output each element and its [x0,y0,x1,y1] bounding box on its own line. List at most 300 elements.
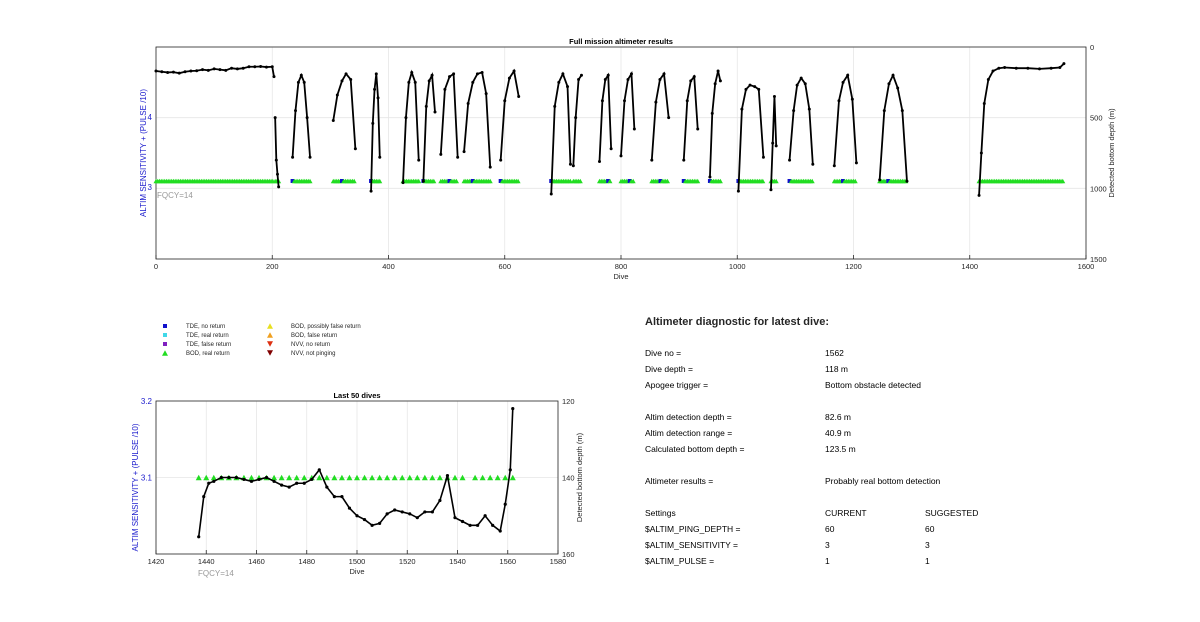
diag-label: Altim detection range = [645,428,733,438]
bottom-depth-line [551,74,570,194]
bottom-depth-point [189,70,192,73]
x-axis-label: Dive [349,567,365,576]
diag-label: Apogee trigger = [645,380,709,390]
x-tick-label: 1540 [449,557,466,566]
x-tick-label: 400 [382,262,395,271]
bottom-depth-line [501,71,519,160]
x-tick-label: 1440 [197,557,215,566]
bottom-depth-point [370,524,373,527]
bottom-depth-point [348,507,351,510]
bottom-depth-point [744,88,747,91]
legend-label: TDE, no return [186,324,226,330]
bottom-depth-point [476,72,479,75]
bottom-depth-point [485,92,488,95]
chart-title: Full mission altimeter results [569,37,673,46]
bottom-depth-point [178,72,181,75]
bottom-depth-point [291,156,294,159]
bottom-depth-point [610,147,613,150]
bottom-depth-point [740,108,743,111]
bottom-depth-point [408,512,411,515]
bottom-depth-point [650,159,653,162]
bottom-depth-point [184,70,187,73]
bottom-depth-point [476,524,479,527]
x-tick-label: 1500 [348,557,366,566]
bottom-depth-point [792,109,795,112]
setting-suggested: 60 [925,524,935,534]
bottom-depth-point [983,102,986,105]
bottom-depth-point [811,163,814,166]
bottom-depth-point [452,72,455,75]
bottom-depth-point [1062,62,1065,65]
bottom-depth-point [250,480,253,483]
bottom-depth-point [431,74,434,77]
bottom-depth-point [197,535,200,538]
bottom-depth-point [336,94,339,97]
setting-name: $ALTIM_PING_DEPTH = [645,524,741,534]
legend-marker-triangle [267,350,273,355]
bottom-depth-point [471,81,474,84]
settings-header-suggested: SUGGESTED [925,508,979,518]
diagnostic-title: Altimeter diagnostic for latest dive: [645,316,829,328]
bottom-depth-point [378,156,381,159]
bottom-depth-point [1038,67,1041,70]
bottom-depth-point [370,190,373,193]
legend-label: TDE, real return [186,333,229,339]
left-y-axis-label: ALTIM SENSITIVITY + (PULSE /10) [131,423,140,552]
bottom-depth-point [503,99,506,102]
bottom-depth-point [373,88,376,91]
bottom-depth-point [788,159,791,162]
bottom-depth-point [509,468,512,471]
diag-label: Calculated bottom depth = [645,444,745,454]
bottom-depth-point [463,150,466,153]
x-tick-label: 1480 [298,557,316,566]
bottom-depth-line [599,75,611,161]
diag-value: 82.6 m [825,412,851,422]
bottom-depth-point [212,480,215,483]
bottom-depth-point [980,152,983,155]
x-tick-label: 0 [153,262,159,271]
bottom-depth-point [550,192,553,195]
diag-value: Probably real bottom detection [825,476,941,486]
bottom-depth-point [448,75,451,78]
legend-label: BOD, real return [186,351,230,357]
bottom-depth-point [341,79,344,82]
bottom-depth-point [218,68,221,71]
bottom-depth-line [423,75,435,181]
legend-label: NVV, not pinging [291,351,336,357]
bottom-depth-point [569,163,572,166]
x-tick-label: 1200 [845,262,862,271]
bottom-depth-point [207,482,210,485]
bottom-depth-point [340,495,343,498]
right-y-tick-label: 120 [562,397,575,406]
bottom-depth-point [773,95,776,98]
bottom-depth-point [1050,67,1053,70]
bottom-depth-point [887,82,890,85]
setting-current: 60 [825,524,835,534]
bottom-depth-point [310,478,313,481]
bottom-depth-point [416,516,419,519]
bottom-depth-point [230,67,233,70]
bottom-depth-line [710,71,720,177]
bottom-depth-point [439,153,442,156]
bottom-depth-point [354,147,357,150]
x-tick-label: 1520 [398,557,416,566]
bottom-depth-point [227,476,230,479]
bottom-depth-line [834,75,856,165]
bottom-depth-line [333,74,355,149]
bottom-depth-point [294,109,297,112]
bottom-depth-point [1015,67,1018,70]
setting-current: 1 [825,556,830,566]
bottom-depth-point [404,116,407,119]
bottom-depth-point [377,96,380,99]
bottom-depth-line [573,75,581,165]
fqcy-annotation: FQCY=14 [198,569,234,578]
bottom-depth-point [693,75,696,78]
bottom-depth-point [309,156,312,159]
right-y-tick-label: 140 [562,473,575,483]
bottom-depth-point [978,194,981,197]
bottom-depth-point [511,407,514,410]
bottom-depth-point [349,78,352,81]
legend-marker-triangle [267,341,273,346]
bottom-depth-point [682,159,685,162]
bottom-depth-point [855,161,858,164]
right-y-tick-label: 1500 [1090,255,1107,264]
bottom-depth-point [235,476,238,479]
bottom-depth-point [686,99,689,102]
bottom-depth-point [992,70,995,73]
bottom-depth-point [1058,66,1061,69]
diag-value: 1562 [825,348,844,358]
legend-label: NVV, no return [291,342,331,348]
bottom-depth-point [355,514,358,517]
left-y-tick-label: 3 [147,183,152,192]
bottom-depth-point [484,514,487,517]
bottom-depth-point [453,516,456,519]
bottom-depth-point [410,71,413,74]
diag-value: 40.9 m [825,428,851,438]
legend-label: BOD, false return [291,333,338,339]
bottom-depth-point [201,68,204,71]
bottom-depth-point [425,105,428,108]
bottom-depth-point [987,78,990,81]
bottom-depth-point [604,78,607,81]
setting-suggested: 1 [925,556,930,566]
right-y-tick-label: 500 [1090,113,1103,123]
bottom-depth-line [684,77,698,160]
bottom-depth-point [667,116,670,119]
chart-title: Last 50 dives [333,391,381,400]
setting-name: $ALTIM_SENSITIVITY = [645,540,738,550]
bottom-depth-point [303,81,306,84]
bottom-depth-point [202,495,205,498]
bottom-depth-point [851,98,854,101]
bottom-depth-point [248,65,251,68]
bottom-depth-point [566,85,569,88]
bottom-depth-point [878,178,881,181]
bottom-depth-point [271,65,274,68]
bottom-depth-line [880,75,907,181]
bottom-depth-point [769,188,772,191]
bottom-depth-point [295,482,298,485]
bottom-depth-point [378,522,381,525]
bottom-depth-line [464,72,490,167]
bottom-depth-point [623,99,626,102]
bottom-depth-point [393,508,396,511]
bottom-depth-point [808,108,811,111]
bottom-depth-point [446,474,449,477]
bottom-depth-point [504,503,507,506]
bottom-depth-point [1003,66,1006,69]
bottom-depth-point [345,72,348,75]
bottom-depth-point [166,71,169,74]
bottom-depth-point [220,476,223,479]
bottom-depth-point [207,69,210,72]
bottom-depth-point [160,70,163,73]
bottom-depth-point [689,79,692,82]
bottom-depth-point [265,476,268,479]
bottom-depth-point [274,116,277,119]
bottom-depth-line [621,74,634,156]
legend-label: BOD, possibly false return [291,324,361,330]
bottom-depth-point [654,101,657,104]
bottom-depth-point [846,74,849,77]
bottom-depth-point [633,127,636,130]
bottom-depth-point [402,181,405,184]
left-y-tick-label: 4 [147,113,152,122]
x-tick-label: 1580 [549,557,567,566]
bottom-depth-line [275,118,278,187]
bottom-depth-point [892,74,895,77]
bottom-depth-point [757,88,760,91]
bottom-depth-point [833,164,836,167]
bottom-depth-point [443,88,446,91]
bottom-depth-point [272,480,275,483]
diag-label: Dive depth = [645,364,693,374]
bottom-depth-point [837,99,840,102]
bottom-depth-point [491,524,494,527]
bottom-depth-point [696,127,699,130]
bottom-depth-point [626,78,629,81]
bottom-depth-point [896,86,899,89]
diag-label: Dive no = [645,348,682,358]
bottom-depth-point [386,512,389,515]
bottom-depth-point [800,77,803,80]
bottom-depth-point [242,67,245,70]
bottom-depth-point [753,85,756,88]
bottom-depth-line [979,64,1064,196]
legend-marker-square [163,324,167,328]
bottom-depth-point [224,69,227,72]
legend-marker-triangle [267,323,273,328]
bottom-depth-point [257,478,260,481]
bottom-depth-point [553,105,556,108]
bottom-depth-point [242,478,245,481]
right-y-axis-label: Detected bottom depth (m) [1107,108,1116,198]
bottom-depth-line [199,409,513,537]
bottom-depth-line [738,85,763,191]
bottom-depth-point [708,176,711,179]
bottom-depth-point [297,81,300,84]
bottom-depth-point [277,185,280,188]
legend-marker-triangle [162,350,168,355]
legend-label: TDE, false return [186,342,232,348]
bottom-depth-point [719,79,722,82]
x-axis-label: Dive [613,272,629,281]
settings-header-label: Settings [645,508,676,518]
bottom-depth-point [517,95,520,98]
setting-current: 3 [825,540,830,550]
diag-value: 118 m [825,364,848,374]
x-tick-label: 800 [614,262,628,271]
bottom-depth-point [717,70,720,73]
bottom-depth-point [762,156,765,159]
bottom-depth-point [259,65,262,68]
bottom-depth-point [620,154,623,157]
bottom-depth-point [303,482,306,485]
legend-marker-square [163,333,167,337]
left-y-tick-label: 3.1 [140,473,152,483]
bottom-depth-point [737,190,740,193]
bottom-depth-point [467,102,470,105]
bottom-depth-point [499,529,502,532]
bottom-depth-point [213,67,216,70]
bottom-depth-line [790,78,813,164]
bottom-depth-point [804,82,807,85]
bottom-depth-point [461,520,464,523]
bottom-depth-point [325,485,328,488]
bottom-depth-line [441,74,458,157]
bottom-depth-point [883,109,886,112]
bottom-depth-point [172,71,175,74]
fqcy-annotation: FQCY=14 [157,191,193,200]
bottom-depth-point [842,81,845,84]
bottom-depth-point [1026,67,1029,70]
bottom-depth-point [434,111,437,114]
bottom-depth-point [332,119,335,122]
x-tick-label: 1600 [1077,262,1095,271]
diag-value: 123.5 m [825,444,856,454]
right-y-axis-label: Detected bottom depth (m) [575,432,584,523]
bottom-depth-point [333,495,336,498]
bottom-depth-point [663,72,666,75]
bottom-depth-point [423,510,426,513]
bottom-depth-point [407,81,410,84]
bottom-depth-point [456,156,459,159]
bottom-depth-point [438,499,441,502]
bottom-depth-point [481,71,484,74]
bottom-depth-point [714,82,717,85]
bottom-depth-point [306,116,309,119]
bottom-depth-point [417,159,420,162]
diag-label: Altimeter results = [645,476,714,486]
x-tick-label: 600 [498,262,512,271]
bottom-depth-point [318,468,321,471]
bottom-depth-point [905,180,908,183]
bottom-depth-point [363,518,366,521]
left-y-tick-label: 3.2 [140,397,152,406]
bottom-depth-point [572,164,575,167]
bottom-depth-point [557,81,560,84]
bottom-depth-point [601,99,604,102]
bottom-depth-point [796,84,799,87]
bottom-depth-point [468,524,471,527]
x-tick-label: 1400 [961,262,979,271]
diag-value: Bottom obstacle detected [825,380,921,390]
bottom-depth-line [371,74,380,191]
setting-suggested: 3 [925,540,930,550]
legend-marker-triangle [267,332,273,337]
bottom-depth-point [288,485,291,488]
bottom-depth-point [508,77,511,80]
settings-header-current: CURRENT [825,508,867,518]
x-tick-label: 1000 [728,262,746,271]
bottom-depth-point [371,122,374,125]
bottom-depth-point [236,67,239,70]
bottom-depth-point [630,72,633,75]
right-y-tick-label: 1000 [1090,184,1107,194]
left-y-axis-label: ALTIM SENSITIVITY + (PULSE /10) [139,89,148,217]
bottom-depth-point [771,142,774,145]
bottom-depth-point [375,72,378,75]
bottom-depth-point [598,160,601,163]
right-y-tick-label: 0 [1090,43,1095,52]
diag-label: Altim detection depth = [645,412,732,422]
bottom-depth-point [253,65,256,68]
x-tick-label: 1560 [499,557,517,566]
bottom-depth-point [658,78,661,81]
bottom-depth-point [422,180,425,183]
right-y-tick-label: 160 [562,550,575,559]
bottom-depth-point [195,69,198,72]
bottom-depth-line [652,74,669,160]
bottom-depth-point [489,166,492,169]
bottom-depth-point [414,81,417,84]
bottom-depth-point [401,510,404,513]
bottom-depth-point [561,72,564,75]
bottom-depth-point [577,78,580,81]
bottom-depth-point [265,66,268,69]
bottom-depth-point [580,74,583,77]
bottom-depth-point [280,484,283,487]
bottom-depth-point [513,70,516,73]
bottom-depth-point [276,173,279,176]
bottom-depth-point [775,144,778,147]
bottom-depth-point [901,109,904,112]
bottom-depth-point [272,75,275,78]
bottom-depth-point [155,70,158,73]
legend-marker-square [163,342,167,346]
x-tick-label: 1420 [147,557,165,566]
bottom-depth-point [428,79,431,82]
bottom-depth-point [499,159,502,162]
bottom-depth-point [300,74,303,77]
bottom-depth-point [431,510,434,513]
x-tick-label: 1460 [248,557,265,566]
setting-name: $ALTIM_PULSE = [645,556,715,566]
x-tick-label: 200 [265,262,279,271]
bottom-depth-line [403,72,419,182]
bottom-depth-point [275,159,278,162]
bottom-depth-point [711,112,714,115]
bottom-depth-point [607,74,610,77]
bottom-depth-point [749,84,752,87]
bottom-depth-point [997,67,1000,70]
bottom-depth-point [574,116,577,119]
